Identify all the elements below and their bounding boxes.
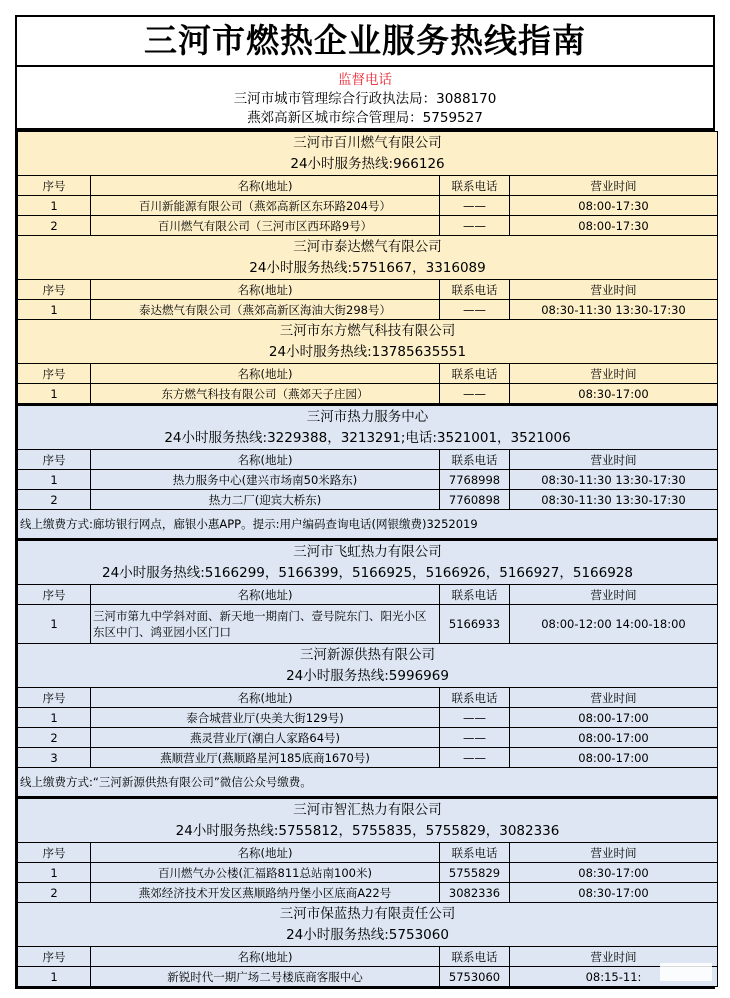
- company-cell: [18, 903, 718, 947]
- row-phone: 7760898: [440, 490, 510, 510]
- row-phone: 7768998: [440, 470, 510, 490]
- table-row: [18, 216, 718, 236]
- column-header: 营业时间: [510, 585, 718, 605]
- table-row: [18, 967, 718, 987]
- company-header: [18, 798, 718, 843]
- column-header: 联系电话: [440, 585, 510, 605]
- company-cell: [18, 540, 718, 585]
- column-header: 名称(地址): [91, 688, 440, 708]
- column-header: 联系电话: [440, 688, 510, 708]
- column-header: 联系电话: [440, 450, 510, 470]
- row-hours: 08:00-12:00 14:00-18:00: [510, 605, 718, 644]
- company-header: [18, 903, 718, 947]
- row-hours: 08:30-17:00: [510, 863, 718, 883]
- row-index: 3: [18, 748, 91, 768]
- row-phone: ——: [440, 748, 510, 768]
- column-header: 名称(地址): [91, 843, 440, 863]
- company-cell: [18, 132, 718, 176]
- supervision-heading: 监督电话: [338, 72, 392, 88]
- column-header: 联系电话: [440, 843, 510, 863]
- column-header-row: [18, 280, 718, 300]
- row-phone: ——: [440, 300, 510, 320]
- company-name: 三河市保蓝热力有限责任公司: [279, 905, 456, 922]
- row-hours: 08:30-17:00: [510, 384, 718, 405]
- company-cell: [18, 236, 718, 280]
- supervision-line: 三河市城市管理综合行政执法局：3088170: [233, 91, 497, 107]
- table-row: [18, 300, 718, 320]
- column-header: 营业时间: [510, 176, 718, 196]
- column-header: 序号: [18, 364, 91, 384]
- row-phone: ——: [440, 216, 510, 236]
- row-phone: 5166933: [440, 605, 510, 644]
- table-row: [18, 863, 718, 883]
- supervision-line: 燕郊高新区城市综合管理局：5759527: [247, 110, 483, 126]
- row-name-address: 东方燃气科技有限公司（燕郊天子庄园）: [91, 384, 440, 405]
- company-hotline: 24小时服务热线:5755812，5755835，5755829，3082336: [175, 822, 560, 839]
- row-hours: 08:00-17:00: [510, 708, 718, 728]
- row-name-address: 三河市第九中学斜对面、新天地一期南门、壹号院东门、阳光小区东区中门、鸿亚园小区门口: [91, 605, 440, 644]
- column-header: 序号: [18, 176, 91, 196]
- column-header: 序号: [18, 947, 91, 967]
- company-hotline: 24小时服务热线:5753060: [286, 926, 449, 943]
- row-phone: 5755829: [440, 863, 510, 883]
- company-name: 三河市东方燃气科技有限公司: [279, 322, 456, 339]
- row-index: 1: [18, 863, 91, 883]
- column-header: 序号: [18, 585, 91, 605]
- table-row: [18, 470, 718, 490]
- column-header: 营业时间: [510, 947, 718, 967]
- row-index: 1: [18, 470, 91, 490]
- row-hours: 08:00-17:30: [510, 196, 718, 216]
- row-index: 1: [18, 967, 91, 987]
- row-name-address: 热力二厂(迎宾大桥东): [91, 490, 440, 510]
- table-row: [18, 748, 718, 768]
- company-name: 三河市泰达燃气有限公司: [293, 238, 442, 255]
- company-header: [18, 320, 718, 364]
- table-row: [18, 384, 718, 405]
- company-name: 三河新源供热有限公司: [300, 646, 435, 663]
- row-name-address: 百川燃气有限公司（三河市区西环路9号）: [91, 216, 440, 236]
- column-header: 名称(地址): [91, 364, 440, 384]
- column-header-row: [18, 585, 718, 605]
- column-header: 名称(地址): [91, 280, 440, 300]
- table-row: [18, 490, 718, 510]
- hotline-table: [17, 131, 718, 987]
- column-header: 序号: [18, 280, 91, 300]
- company-name: 三河市智汇热力有限公司: [293, 801, 442, 818]
- table-row: [18, 728, 718, 748]
- row-phone: 3082336: [440, 883, 510, 903]
- column-header: 营业时间: [510, 843, 718, 863]
- column-header: 名称(地址): [91, 176, 440, 196]
- row-phone: ——: [440, 196, 510, 216]
- table-row: [18, 708, 718, 728]
- company-header: [18, 132, 718, 176]
- supervision-block: [17, 67, 713, 131]
- row-name-address: 新锐时代一期广场二号楼底商客服中心: [91, 967, 440, 987]
- column-header: 营业时间: [510, 364, 718, 384]
- row-name-address: 百川新能源有限公司（燕郊高新区东环路204号）: [91, 196, 440, 216]
- row-index: 2: [18, 883, 91, 903]
- row-index: 1: [18, 708, 91, 728]
- row-hours: 08:00-17:30: [510, 216, 718, 236]
- company-hotline: 24小时服务热线:3229388，3213291;电话:3521001，3521006: [164, 429, 571, 446]
- company-hotline: 24小时服务热线:5751667，3316089: [249, 259, 486, 276]
- table-row: [18, 883, 718, 903]
- column-header: 名称(地址): [91, 450, 440, 470]
- column-header: 联系电话: [440, 364, 510, 384]
- page-title: 三河市燃热企业服务热线指南: [17, 17, 713, 67]
- row-name-address: 燕灵营业厅(潮白人家路64号): [91, 728, 440, 748]
- column-header: 名称(地址): [91, 585, 440, 605]
- column-header-row: [18, 364, 718, 384]
- table-row: [18, 196, 718, 216]
- row-name-address: 泰合城营业厅(央美大街129号): [91, 708, 440, 728]
- company-header: [18, 236, 718, 280]
- row-phone: ——: [440, 728, 510, 748]
- company-hotline: 24小时服务热线:966126: [290, 155, 445, 172]
- column-header: 营业时间: [510, 280, 718, 300]
- company-hotline: 24小时服务热线:5166299，5166399，5166925，5166926，5166927，5166928: [102, 564, 633, 581]
- watermark: [660, 963, 712, 981]
- service-hotline-sheet: [15, 15, 715, 989]
- column-header: 序号: [18, 688, 91, 708]
- table-row: [18, 605, 718, 644]
- row-index: 1: [18, 605, 91, 644]
- company-cell: [18, 798, 718, 843]
- row-phone: ——: [440, 708, 510, 728]
- row-name-address: 百川燃气办公楼(汇福路811总站南100米): [91, 863, 440, 883]
- company-name: 三河市百川燃气有限公司: [293, 134, 442, 151]
- row-hours: 08:30-11:30 13:30-17:30: [510, 490, 718, 510]
- payment-note: 线上缴费方式:廊坊银行网点，廊银小惠APP。提示:用户编码查询电话(网银缴费)3252019: [18, 510, 718, 540]
- company-name: 三河市热力服务中心: [306, 408, 429, 425]
- company-header: [18, 540, 718, 585]
- row-index: 1: [18, 300, 91, 320]
- row-index: 1: [18, 196, 91, 216]
- company-header: [18, 405, 718, 450]
- column-header: 联系电话: [440, 176, 510, 196]
- row-index: 1: [18, 384, 91, 405]
- column-header: 联系电话: [440, 947, 510, 967]
- company-cell: [18, 405, 718, 450]
- company-hotline: 24小时服务热线:13785635551: [268, 343, 467, 360]
- company-cell: [18, 644, 718, 688]
- column-header-row: [18, 947, 718, 967]
- column-header-row: [18, 450, 718, 470]
- row-index: 2: [18, 728, 91, 748]
- row-hours: 08:00-17:00: [510, 728, 718, 748]
- column-header: 序号: [18, 843, 91, 863]
- row-phone: 5753060: [440, 967, 510, 987]
- row-hours: 08:30-17:00: [510, 883, 718, 903]
- company-hotline: 24小时服务热线:5996969: [286, 667, 449, 684]
- company-name: 三河市飞虹热力有限公司: [293, 543, 442, 560]
- row-hours: 08:30-11:30 13:30-17:30: [510, 470, 718, 490]
- column-header-row: [18, 843, 718, 863]
- payment-note-row: [18, 768, 718, 798]
- row-name-address: 燕郊经济技术开发区燕顺路纳丹堡小区底商A22号: [91, 883, 440, 903]
- column-header: 序号: [18, 450, 91, 470]
- column-header-row: [18, 688, 718, 708]
- row-phone: ——: [440, 384, 510, 405]
- column-header: 联系电话: [440, 280, 510, 300]
- column-header: 名称(地址): [91, 947, 440, 967]
- row-hours: 08:00-17:00: [510, 748, 718, 768]
- row-index: 2: [18, 216, 91, 236]
- row-name-address: 热力服务中心(建兴市场南50米路东): [91, 470, 440, 490]
- row-hours: 08:30-11:30 13:30-17:30: [510, 300, 718, 320]
- row-name-address: 泰达燃气有限公司（燕郊高新区海油大街298号）: [91, 300, 440, 320]
- company-cell: [18, 320, 718, 364]
- column-header: 营业时间: [510, 688, 718, 708]
- column-header-row: [18, 176, 718, 196]
- payment-note: 线上缴费方式:“三河新源供热有限公司”微信公众号缴费。: [18, 768, 718, 798]
- row-index: 2: [18, 490, 91, 510]
- row-hours: 08:15-11:: [510, 967, 718, 987]
- company-header: [18, 644, 718, 688]
- payment-note-row: [18, 510, 718, 540]
- column-header: 营业时间: [510, 450, 718, 470]
- row-name-address: 燕顺营业厅(燕顺路星河185底商1670号): [91, 748, 440, 768]
